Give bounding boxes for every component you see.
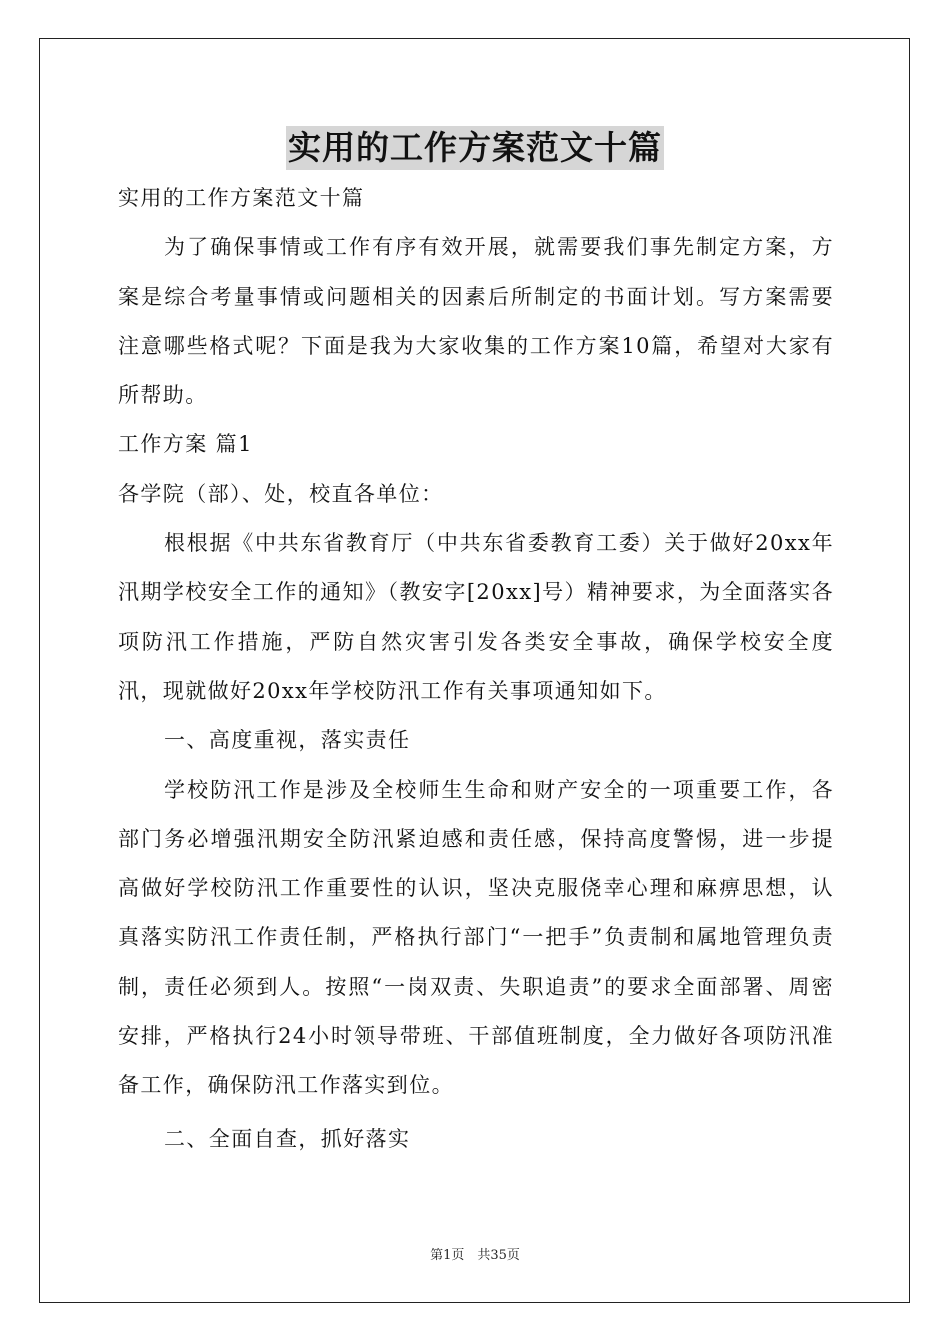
section-heading: 工作方案 篇1 <box>118 432 253 457</box>
item-paragraph-1: 学校防汛工作是涉及全校师生生命和财产安全的一项重要工作，各部门务必增强汛期安全防汛紧迫感和责任感，保持高度警惕，进一步提高做好学校防汛工作重要性的认识，坚决克服侥幸心理和麻痹思想，认真落实防汛工作责任制，严格执行部门“一把手”负责制和属地管理负责制，责任必须到人。按照“一岗双责、失职追责”的要求全面部署、周密安排，严格执行24小时领导带班、干部值班制度，全力做好各项防汛准备工作，确保防汛工作落实到位。 <box>118 777 834 1098</box>
document-body <box>118 174 834 1164</box>
page-footer: 第1页 共35页 <box>430 1248 520 1263</box>
item-heading-1: 一、高度重视，落实责任 <box>164 728 411 753</box>
intro-paragraph: 为了确保事情或工作有序有效开展，就需要我们事先制定方案，方案是综合考量事情或问题相关的因素后所制定的书面计划。写方案需要注意哪些格式呢？下面是我为大家收集的工作方案10篇，希望对大家有所帮助。 <box>118 235 834 408</box>
notice-paragraph: 根根据《中共东省教育厅（中共东省委教育工委）关于做好20xx年汛期学校安全工作的通知》（教安字[20xx]号）精神要求，为全面落实各项防汛工作措施，严防自然灾害引发各类安全事故，确保学校安全度汛，现就做好20xx年学校防汛工作有关事项通知如下。 <box>118 531 834 703</box>
salutation-line: 各学院（部）、处，校直各单位： <box>118 481 444 506</box>
item-heading-2: 二、全面自查，抓好落实 <box>164 1126 411 1151</box>
subtitle-line: 实用的工作方案范文十篇 <box>118 186 365 210</box>
title-container <box>0 126 950 170</box>
document-title: 实用的工作方案范文十篇 <box>286 126 664 170</box>
